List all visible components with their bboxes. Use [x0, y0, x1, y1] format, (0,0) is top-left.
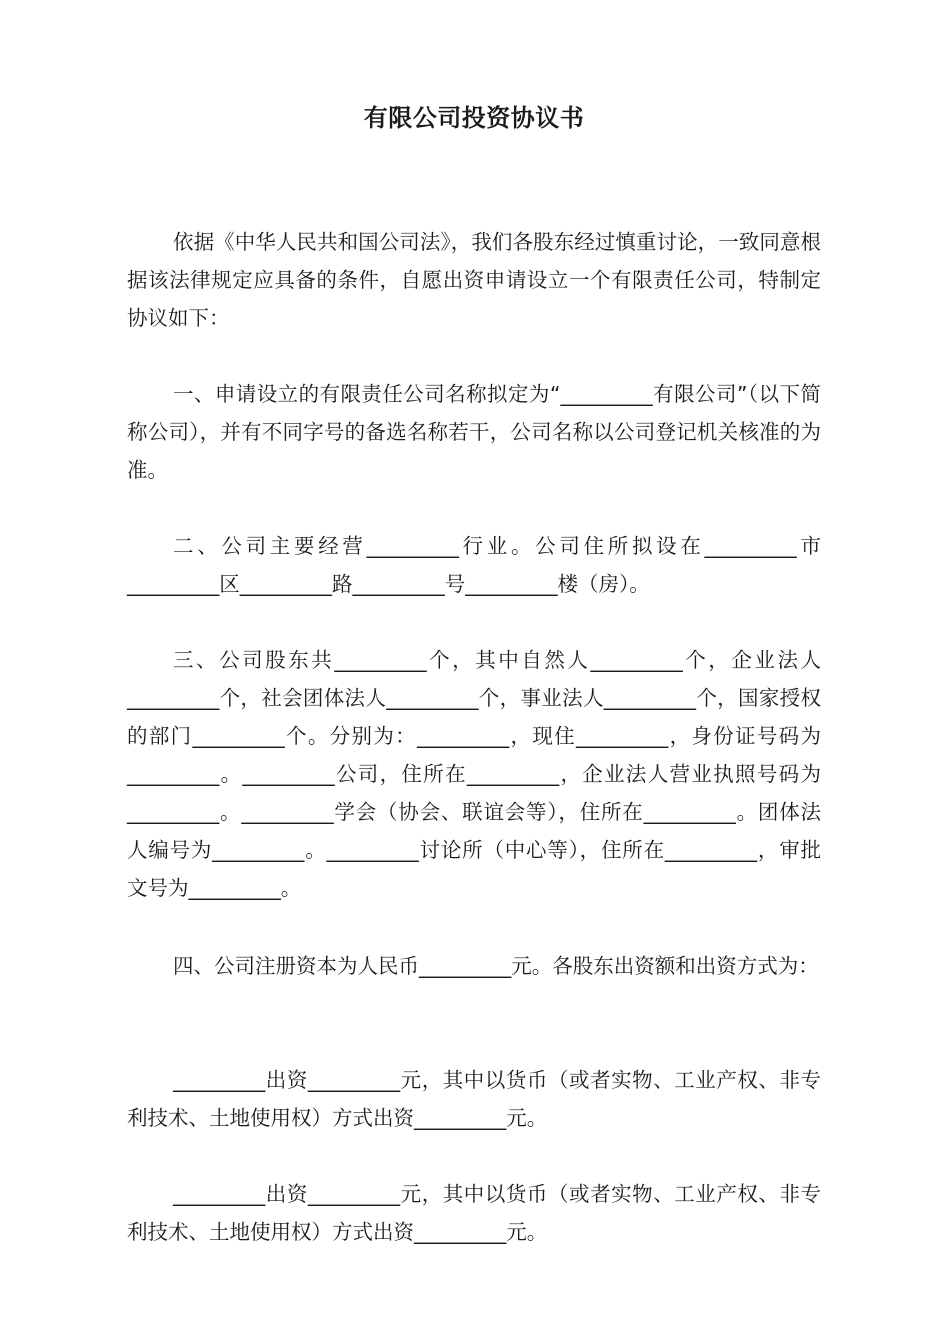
- paragraph-clause-2: 二、公司主要经营_________行业。公司住所拟设在_________市_________区_________路_________号_________楼（房）。: [127, 534, 821, 596]
- paragraph-contribution-2: _________出资_________元，其中以货币（或者实物、工业产权、非专利技术、土地使用权）方式出资_________元。: [127, 1182, 821, 1244]
- paragraph-clause-4: 四、公司注册资本为人民币_________元。各股东出资额和出资方式为：: [173, 954, 819, 978]
- document-title: 有限公司投资协议书: [363, 104, 585, 132]
- paragraph-contribution-1: _________出资_________元，其中以货币（或者实物、工业产权、非专利技术、土地使用权）方式出资_________元。: [127, 1068, 821, 1130]
- paragraph-preamble: 依据《中华人民共和国公司法》，我们各股东经过慎重讨论，一致同意根据该法律规定应具备的条件，自愿出资申请设立一个有限责任公司，特制定协议如下：: [127, 230, 821, 330]
- paragraph-clause-3: 三、公司股东共_________个，其中自然人_________个，企业法人_________个，社会团体法人_________个，事业法人_________个，国家授权的部门_________个。分别为：_________，现住_________，身份证号码为_________。_________公司，住所在_________，企业法人营业执照号码为_________。_________学会（协会、联谊会等），住所在_________。团体法人编号为_________。_________讨论所（中心等），住所在_________，审批文号为_________。: [127, 648, 821, 900]
- paragraph-clause-1: 一、申请设立的有限责任公司名称拟定为“_________有限公司”（以下简称公司），并有不同字号的备选名称若干，公司名称以公司登记机关核准的为准。: [127, 382, 821, 482]
